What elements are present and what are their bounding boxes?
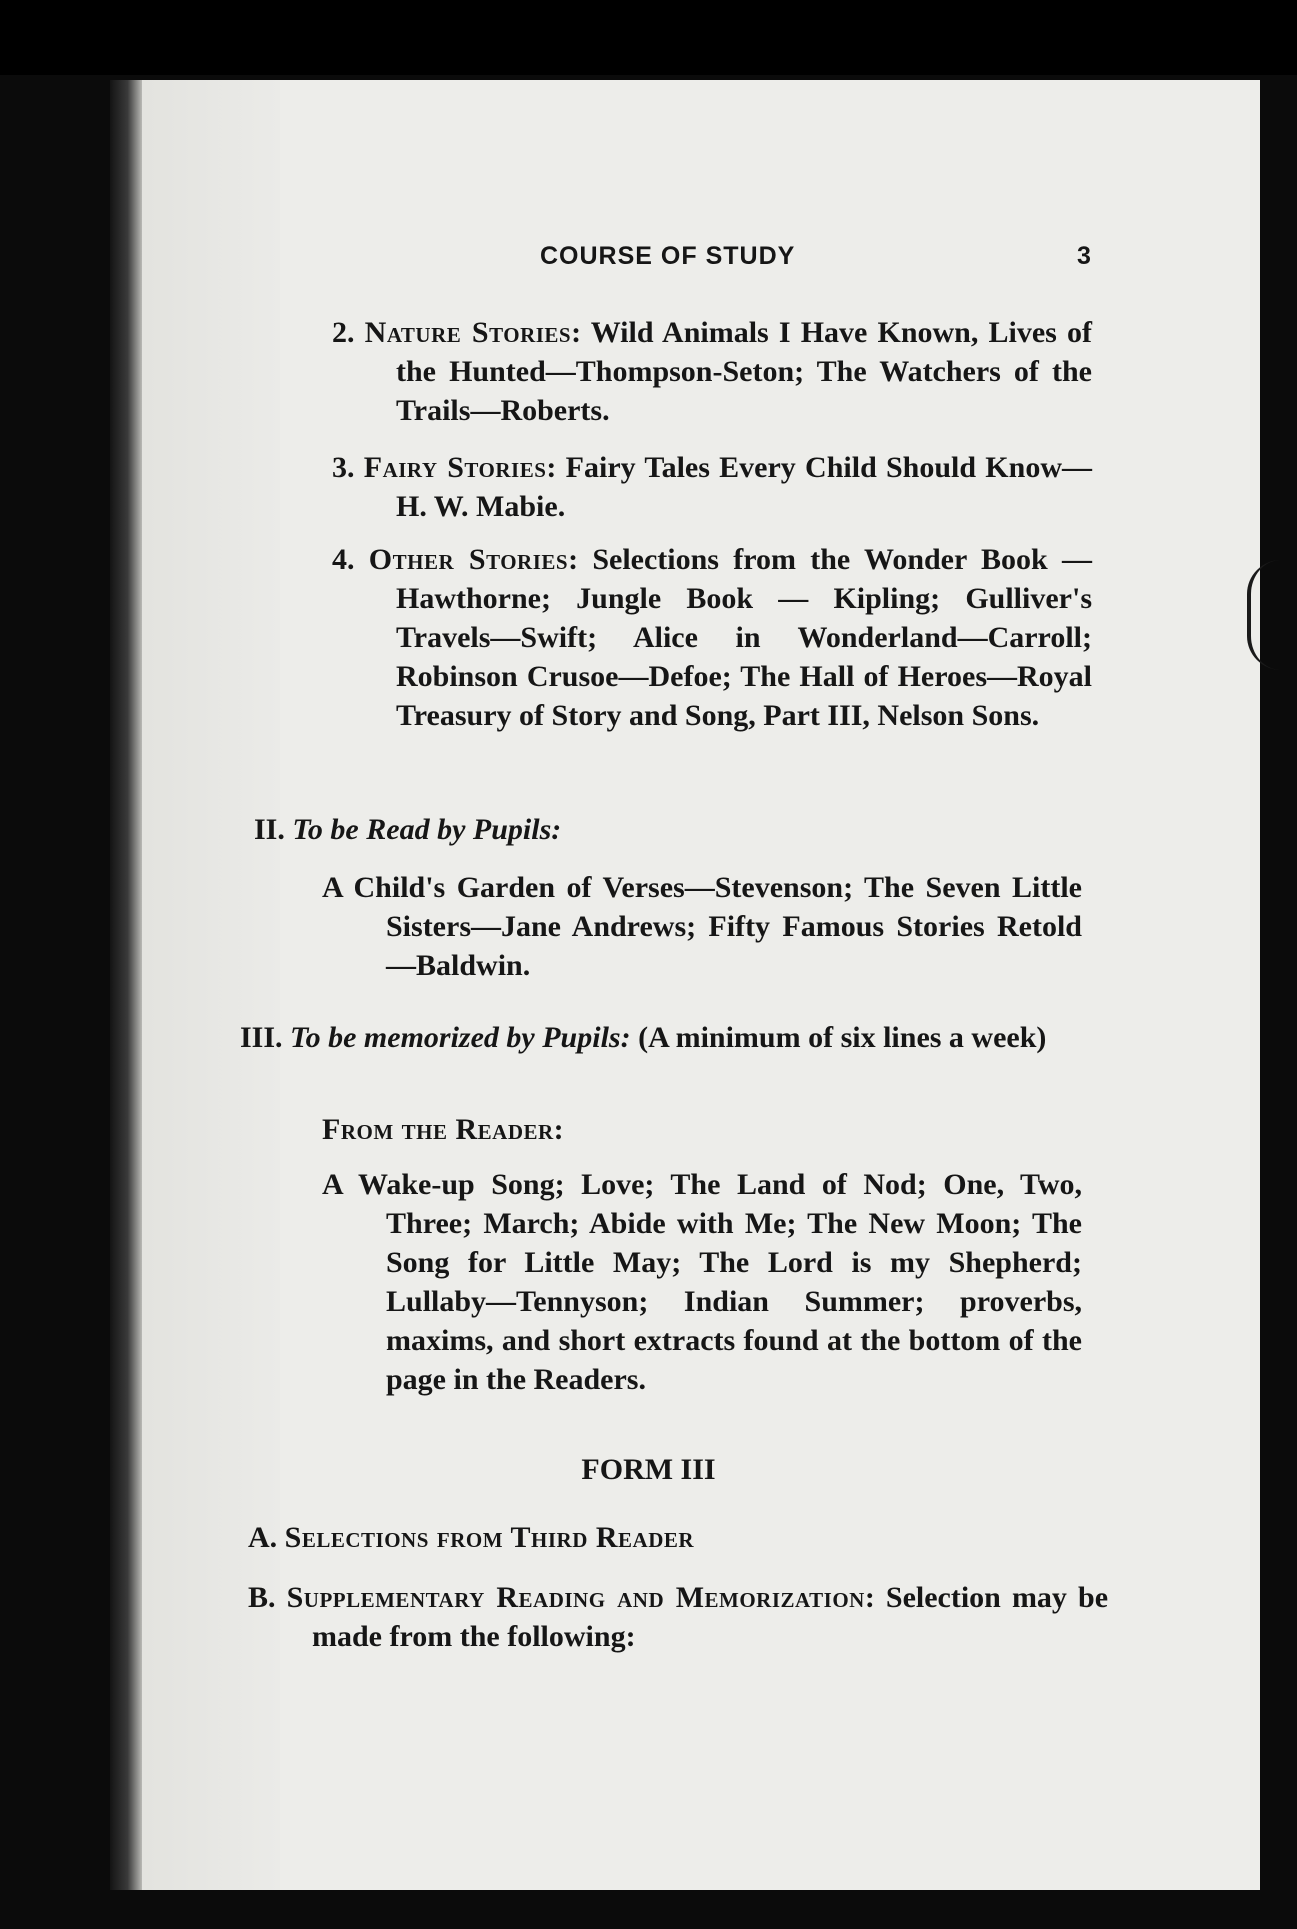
form-title: FORM III [581, 1453, 716, 1486]
form-item-paragraph [248, 1578, 1108, 1656]
item-heading: Fairy Stories [363, 451, 547, 484]
section-note: (A minimum of six lines a week) [630, 1021, 1047, 1054]
form-item-letter: B. [248, 1581, 276, 1614]
section-body [322, 868, 1082, 985]
section-body [322, 1165, 1082, 1399]
item-text: : Selections from the Wonder Book — Hawthorne; Jungle Book — Kipling; Gulliver's Travels—Swift; Alice in Wonderland—Carroll; Robinson Crusoe—Defoe; The Hall of Heroes—Royal Treasury of Story and Song, Part III, Nelson Sons. [396, 543, 1092, 732]
section-numeral: III. [240, 1021, 283, 1054]
sub-heading [322, 1110, 1082, 1149]
form-item-heading: Selections from Third Reader [284, 1521, 695, 1554]
section-numeral: II. [254, 813, 285, 846]
item-paragraph [332, 540, 1092, 735]
list-item [332, 540, 1092, 735]
list-item [332, 448, 1092, 526]
sub-heading-text: From the Reader: [322, 1113, 565, 1146]
item-paragraph [332, 448, 1092, 526]
section-paragraph: A Child's Garden of Verses—Stevenson; The Seven Little Sisters—Jane Andrews; Fifty Famous Stories Retold—Baldwin. [322, 871, 1082, 982]
page-number: 3 [1077, 242, 1092, 270]
item-number: 3. [332, 451, 355, 484]
running-title: COURSE OF STUDY [540, 242, 796, 270]
form-item-a [248, 1518, 1108, 1557]
section-title: To be Read by Pupils: [292, 813, 562, 846]
section-heading [240, 1018, 1090, 1057]
section-paragraph: A Wake-up Song; Love; The Land of Nod; One, Two, Three; March; Abide with Me; The New Moon; The Song for Little May; The Lord is my Shepherd; Lullaby—Tennyson; Indian Summer; proverbs, maxims, and short extracts found at the bottom of the page in the Readers. [322, 1168, 1082, 1396]
section-heading-paragraph [240, 1018, 1090, 1057]
item-number: 4. [332, 543, 355, 576]
item-heading: Other Stories [368, 543, 569, 576]
section-title: To be memorized by Pupils: [290, 1021, 631, 1054]
item-paragraph [332, 313, 1092, 430]
form-item-text: : Selection may be made from the following: [312, 1581, 1109, 1653]
item-number: 2. [332, 316, 355, 349]
form-item-letter: A. [248, 1521, 278, 1554]
item-text: : Wild Animals I Have Known, Lives of the Hunted—Thompson-Seton; The Watchers of the Trails—Roberts. [396, 316, 1093, 427]
item-text: : Fairy Tales Every Child Should Know—H. W. Mabie. [396, 451, 1092, 523]
form-item-heading: Supplementary Reading and Memorization [286, 1581, 865, 1614]
form-item-b [248, 1578, 1108, 1656]
item-heading: Nature Stories [364, 316, 572, 349]
section-heading [254, 810, 1094, 849]
list-item [332, 313, 1092, 430]
